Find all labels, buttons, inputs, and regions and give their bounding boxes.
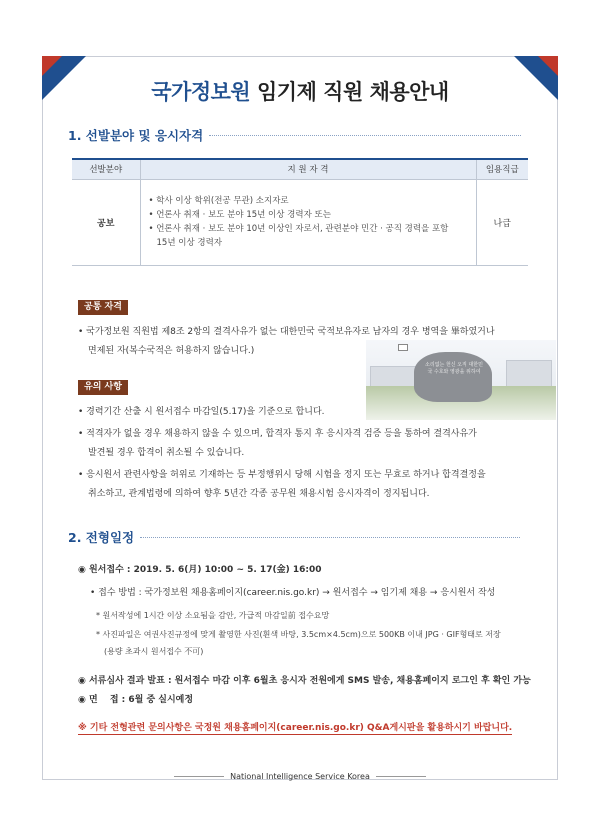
footer-text: National Intelligence Service Korea	[230, 772, 370, 781]
note-item: • 적격자가 없을 경우 채용하지 않을 수 있으며, 합격자 통지 후 응시자격 검증 등을 통하여 결격사유가	[78, 429, 477, 439]
heading-dotted-line	[209, 135, 521, 136]
qualification-item-cont: 15년 이상 경력자	[156, 238, 222, 248]
header-qualification: 지 원 자 격	[140, 159, 476, 179]
section1-heading-text: 1. 선발분야 및 응시자격	[68, 128, 204, 143]
notes-tag: 유의 사항	[78, 380, 128, 395]
flag-icon	[398, 344, 408, 351]
memorial-stone-text: 소리없는 헌신 오직 대한민국 수호와 영광을 위하여	[425, 362, 483, 375]
doc-result-text: ◉ 서류심사 결과 발표 : 원서접수 마감 이후 6월초 응시자 전원에게 SMS 발송, 채용홈페이지 로그인 후 확인 가능	[78, 676, 531, 686]
common-qualification-tag: 공통 자격	[78, 300, 128, 315]
footer	[0, 772, 600, 781]
qualification-table	[72, 158, 528, 266]
schedule-note-2: * 사진파일은 여권사진규정에 맞게 촬영한 사진(흰색 바탕, 3.5cm×4.5cm)으로 500KB 이내 JPG · GIF형태로 저장	[96, 630, 501, 639]
schedule-interview	[78, 692, 193, 705]
section2-heading	[68, 528, 520, 546]
notes-text	[78, 403, 528, 504]
section1-heading	[68, 126, 521, 144]
schedule-note-1: * 원서작성에 1시간 이상 소요됨을 감안, 가급적 마감일前 접수요망	[96, 611, 330, 620]
schedule-note-3: (용량 초과시 원서접수 不可)	[104, 647, 204, 656]
schedule-doc-result	[78, 673, 531, 686]
note-item: 발견될 경우 합격이 취소될 수 있습니다.	[88, 448, 245, 458]
table-row	[72, 179, 528, 265]
section2-heading-text: 2. 전형일정	[68, 530, 135, 545]
note-item: • 경력기간 산출 시 원서접수 마감일(5.17)을 기준으로 합니다.	[78, 407, 325, 417]
qualification-item: • 언론사 취재 · 보도 분야 15년 이상 경력자 또는	[149, 208, 468, 222]
cell-field: 공보	[72, 179, 140, 265]
footer-line-right	[376, 776, 426, 777]
page-title	[0, 76, 600, 106]
title-rest: 임기제 직원 채용안내	[257, 80, 449, 104]
common-line-2: 면제된 자(복수국적은 허용하지 않습니다.)	[88, 346, 255, 356]
heading-dotted-line	[140, 537, 520, 538]
contact-notice: ※ 기타 전형관련 문의사항은 국정원 채용홈페이지(career.nis.go.kr) Q&A게시판을 활용하시기 바랍니다.	[78, 720, 512, 735]
corner-accent-right	[538, 56, 558, 76]
schedule-method: • 접수 방법 : 국가정보원 채용홈페이지(career.nis.go.kr) → 원서접수 → 임기제 채용 → 응시원서 작성	[90, 588, 496, 598]
corner-accent-left	[42, 56, 62, 76]
header-grade: 임용직급	[476, 159, 528, 179]
application-text: ◉ 원서접수 : 2019. 5. 6(月) 10:00 ~ 5. 17(金) 16:00	[78, 565, 322, 575]
interview-text: ◉ 면 접 : 6월 중 실시예정	[78, 695, 194, 705]
note-item: • 응시원서 관련사항을 허위로 기재하는 등 부정행위시 당해 시험을 정지 또는 무효로 하거나 합격결정을	[78, 470, 486, 480]
cell-grade: 나급	[476, 179, 528, 265]
header-field: 선발분야	[72, 159, 140, 179]
title-accent: 국가정보원	[151, 80, 251, 104]
cell-qualifications	[140, 179, 476, 265]
qualification-item: • 학사 이상 학위(전공 무관) 소지자로	[149, 194, 468, 208]
note-item: 취소하고, 관계법령에 의하여 향후 5년간 각종 공무원 채용시험 응시자격이 정지됩니다.	[88, 489, 430, 499]
memorial-stone	[414, 352, 492, 402]
qualification-item: • 언론사 취재 · 보도 분야 10년 이상인 자로서, 관련분야 민간 · 공직 경력을 포함	[149, 222, 468, 236]
table-header-row	[72, 159, 528, 179]
schedule-application	[78, 562, 321, 575]
footer-line-left	[174, 776, 224, 777]
common-line-1: • 국가정보원 직원법 제8조 2항의 결격사유가 없는 대한민국 국적보유자로 남자의 경우 병역을 畢하였거나	[78, 327, 495, 337]
